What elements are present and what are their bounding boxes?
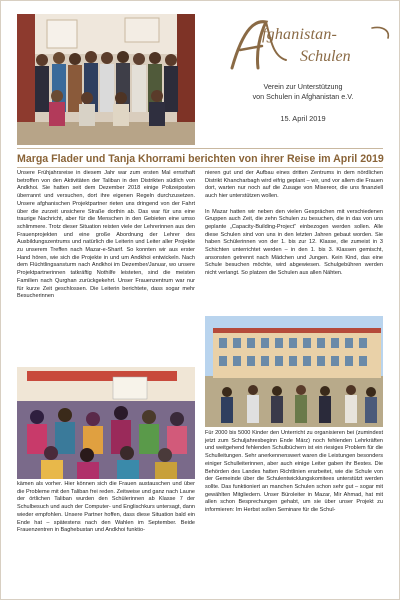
paragraph: nieren gut und der Aufbau eines dritten Zentrums in dem nördlichen Distrikt Khancharbagh wird eifrig geplant – wir, und vor allem die Frauen dort, warten nur noch auf die Zusage von Misereor, die uns finanziell auch hier unterstützen wollen. [205, 170, 383, 200]
school-building-photo [205, 316, 383, 427]
divider-headline [17, 167, 383, 168]
issue-date: 15. April 2019 [280, 114, 326, 123]
logo-text-line1: fghanistan- [262, 26, 338, 43]
article-column-1-top [17, 170, 195, 301]
paragraph: kämen als vorher. Hier können sich die Frauen austauschen und über die Probleme mit den Taliban frei reden. Zeitweise und ganz nach Laune der örtlichen Taliban wurden den Schülerinnen ab Klasse 7 der Schulbesuch und auch der Computer- und Englischkurs untersagt, dann wieder empfohlen. Unsere Partner hoffen, dass diese Situation bald ein Ende hat – spätestens nach den Wahlen im September. Beide Frauenzentren in Baghebustan und Andkhoi funktio- [17, 481, 195, 534]
paragraph: Unsere Frühjahrsreise in diesem Jahr war zum ersten Mal ernsthaft betroffen von den Aktivitäten der Taliban in den Distrikten südlich von Andkhoi. Sie hatten seit dem Dezember 2018 einige Polizeiposten überrannt und versuchen, dort ihre eigenen Regeln durchzusetzen. Unsere afghanischen Projektpartner rieten uns dringend von der Fahrt über die zurzeit unsichere Straße dorthin ab. Das war für uns eine traurige Nachricht, aber für die Menschen in den Gebieten eine umso schlimmere. Trotz dieser Situation reisten viele der Lehrerinnen aus den Frauenprojekten und eine große Abordnung der Lehrer des Ausbildungszentrums und natürlich die Leiterin und Leiter aller Projekte zu unserem Treffen nach Mazar-e-Sharif. So konnten wir aus erster Hand hören, wie sich die Projekte in und um Andkhoi entwickeln. Nach dem Flüchtlingsansturm nach Andkhoi im Dezember/Januar, wo unsere Projektpartnerinnen tatkräftig Nothilfe leisteten, sind die meisten Familien nach Qurghan zurückgekehrt. Unser Frauenzentrum war nur für kurze Zeit geschlossen. Die Leiterin berichtete, dass sogar mehr Besucherinnen [17, 170, 195, 300]
paragraph: Für 2000 bis 5000 Kinder den Unterricht zu organisieren bei (zumindest jetzt zum Schuljahresbeginn Ende März) noch fehlenden Lehrkräften und weitgehend fehlenden Schulbüchern ist ein riesiges Problem für die Schulleitungen. Sehr anerkennenswert waren die Leistungen besonders einiger Schulleiterinnen, aber auch einige Leiter gaben ihr Bestes. Die Behörden des Landes hatten Richtlinien erarbeitet, wie die Schule von der Gemeinde über die Schulentwicklungskomitees unterstützt werden sollte. Das funktioniert an manchen Schulen schon sehr gut – sogar mit gewählten Mitgliedern. Unser Büroleiter in Mazar, Mir Ahmad, hat mit allen schon Besprechungen gehabt, um sie über unser Projekt zu informieren: Im Herbst sollen Seminare für die Schul- [205, 430, 383, 514]
group-photo [17, 14, 195, 145]
organization-name-line1: Verein zur Unterstützung [263, 82, 343, 91]
article-column-2-top [205, 170, 383, 278]
article-headline: Marga Flader und Tanja Khorrami berichten von ihrer Reise im April 2019 [17, 153, 384, 165]
women-center-photo [17, 367, 195, 479]
article-column-2-bottom [205, 430, 383, 515]
divider-top [17, 148, 383, 149]
article-column-1-bottom [17, 481, 195, 535]
logo-text-line2: Schulen [300, 48, 351, 65]
organization-logo [222, 16, 394, 76]
paragraph: In Mazar hatten wir neben den vielen Gesprächen mit verschiedenen Gruppen auch Zeit, die zehn Schulen zu besuchen, die in das von uns geplante „Capacity-Building-Project“ einbezogen werden sollen. Alle diese Schulen sind von uns in den letzten Jahren gebaut worden. Sie haben Schülerinnen von der 1. bis zur 12. Klasse, die zumeist in 3 Schichten unterrichtet werden – in den 1. bis 3. Klassen gemischt, ansonsten getrennt nach Mädchen und Jungen. Kein Kind, das eine Schule besuchen möchte, wird abgewiesen. Schulgebühren werden nicht verlangt. So platzen die Schulen aus allen Nähten. [205, 208, 383, 277]
organization-name-line2: von Schulen in Afghanistan e.V. [252, 92, 354, 101]
